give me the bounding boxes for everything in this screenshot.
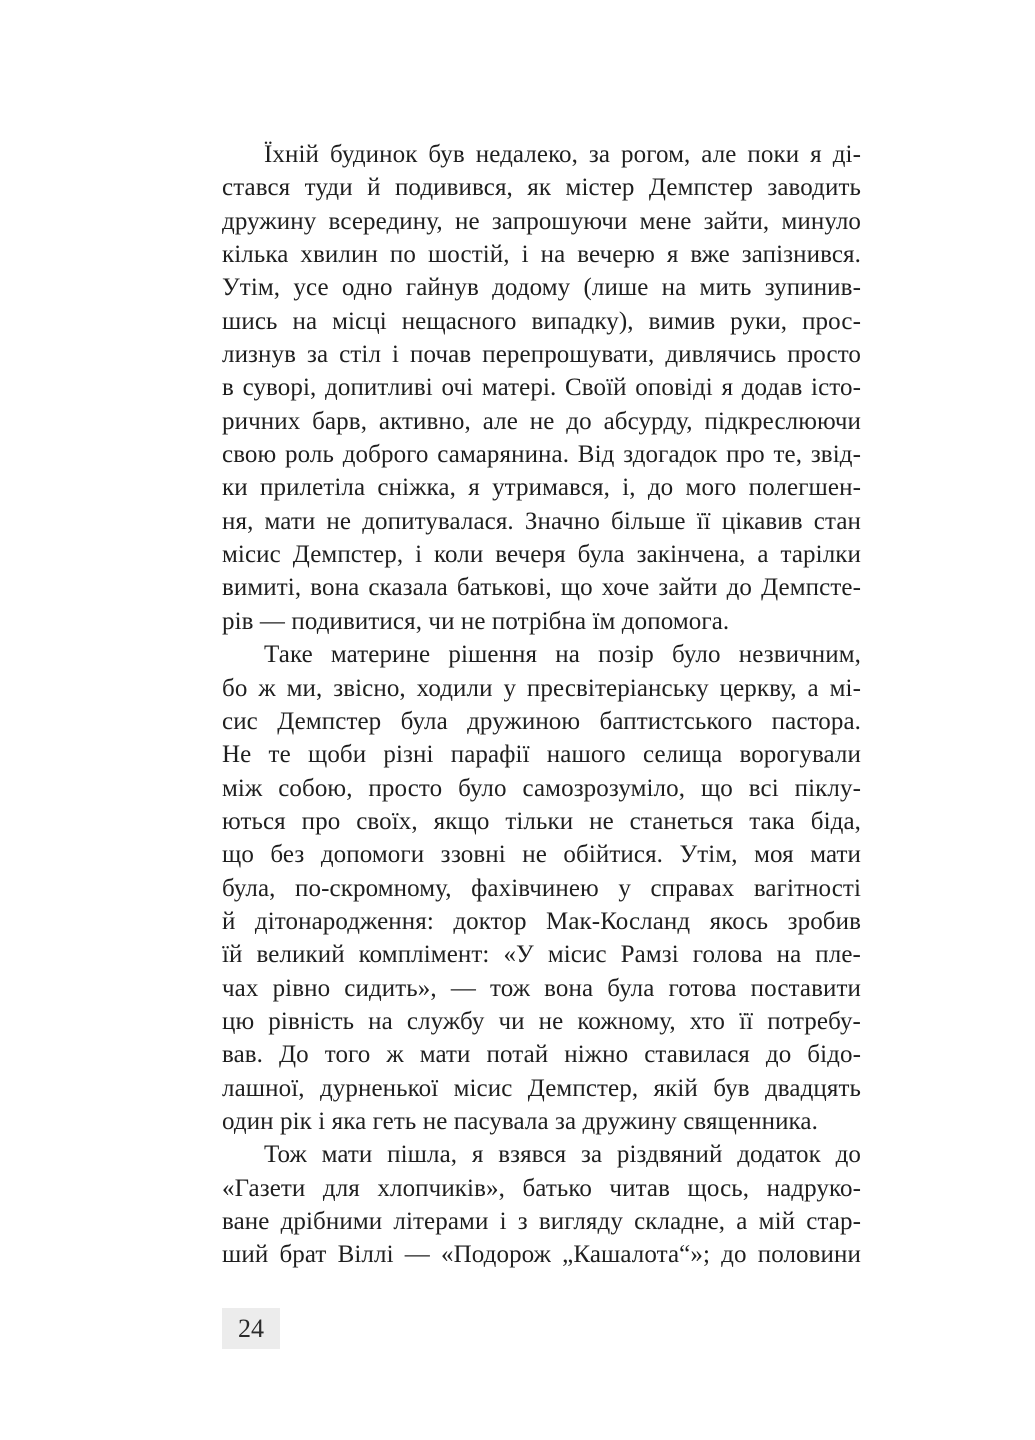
text-line: в суворі, допитливі очі матері. Своїй оповіді я додав істо- xyxy=(222,374,861,402)
text-line: місис Демпстер, і коли вечеря була закінчена, а тарілки xyxy=(222,541,861,569)
text-line: Тож мати пішла, я взявся за різдвяний додаток до xyxy=(264,1141,861,1169)
text-line: що без допомоги ззовні не обійтися. Утім, моя мати xyxy=(222,841,861,869)
text-line: була, по-скромному, фахівчинею у справах вагітності xyxy=(222,874,861,902)
text-line: Утім, усе одно гайнув додому (лише на мить зупинив- xyxy=(222,274,861,302)
text-line: цю рівність на службу чи не кожному, хто її потребу- xyxy=(222,1007,861,1035)
text-line: їй великий комплімент: «У місис Рамзі голова на пле- xyxy=(222,941,861,969)
text-line: лашної, дурненької місис Демпстер, якій був двадцять xyxy=(222,1074,861,1102)
text-line: «Газети для хлопчиків», батько читав щось, надруко- xyxy=(222,1174,861,1202)
text-line: чах рівно сидить», — тож вона була готова поставити xyxy=(222,974,861,1002)
text-line: Їхній будинок був недалеко, за рогом, але поки я ді- xyxy=(264,141,861,168)
text-line: свою роль доброго самарянина. Від здогадок про те, звід- xyxy=(222,441,861,469)
text-line: ня, мати не допитувалася. Значно більше її цікавив стан xyxy=(222,507,861,535)
text-block xyxy=(222,138,861,1272)
text-line: рів — подивитися, чи не потрібна їм допомога. xyxy=(222,607,730,635)
text-line: один рік і яка геть не пасувала за дружину священника. xyxy=(222,1107,818,1135)
text-line: стався туди й подивився, як містер Демпстер заводить xyxy=(222,174,861,202)
text-line: ший брат Віллі — «Подорож „Кашалота“»; до половини xyxy=(222,1241,861,1269)
text-line: й дітонародження: доктор Мак-Косланд якось зробив xyxy=(222,907,861,935)
text-line: ване дрібними літерами і з вигляду складне, а мій стар- xyxy=(222,1208,861,1235)
text-line: вав. До того ж мати потай ніжно ставилася до бідо- xyxy=(222,1041,861,1069)
text-line: сис Демпстер була дружиною баптистського пастора. xyxy=(222,707,861,735)
text-line: Таке материне рішення на позір було незвичним, xyxy=(264,641,861,669)
text-line: ричних барв, активно, але не до абсурду, підкреслюючи xyxy=(222,407,861,435)
page-number-badge xyxy=(222,1308,280,1349)
text-line: між собою, просто було самозрозуміло, що всі піклу- xyxy=(222,774,861,802)
text-line: Не те щоби різні парафії нашого селища ворогували xyxy=(222,741,861,769)
text-line: вимиті, вона сказала батькові, що хоче зайти до Демпсте- xyxy=(222,574,861,602)
text-line: шись на місці нещасного випадку), вимив руки, прос- xyxy=(222,307,861,335)
text-line: лизнув за стіл і почав перепрошувати, дивлячись просто xyxy=(222,341,861,369)
text-line: дружину всередину, не запрошуючи мене зайти, минуло xyxy=(222,207,861,235)
text-line: бо ж ми, звісно, ходили у пресвітеріанську церкву, а мі- xyxy=(222,674,861,702)
text-line: кілька хвилин по шостій, і на вечерю я вже запізнився. xyxy=(222,241,861,269)
page-number: 24 xyxy=(238,1313,264,1343)
text-line: ки прилетіла сніжка, я утримався, і, до мого полегшен- xyxy=(222,474,861,502)
text-line: ються про своїх, якщо тільки не станеться така біда, xyxy=(222,807,861,835)
